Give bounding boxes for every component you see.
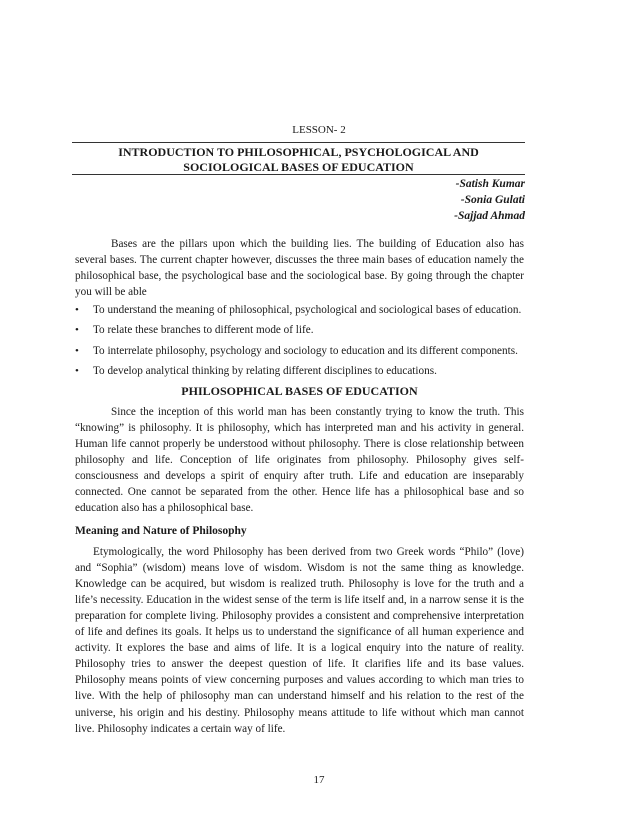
section-paragraph: Since the inception of this world man has been constantly trying to know the truth. This “knowing” is philosophy. It is philosophy, which has interpreted man and his activity in general. Human life cannot properly be understood without philosophy. There is close relationship between philosophy and life. Conception of life originates from philosophy. Philosophy gives self-consciousness and develops a spirit of enquiry after truth. Life and education are inseparably connected. One cannot be separated from the other. Hence life has a philosophical base and so education also has a philosophical base. xyxy=(75,405,524,515)
chapter-title-line-1: INTRODUCTION TO PHILOSOPHICAL, PSYCHOLOGICAL AND xyxy=(118,145,479,159)
lesson-label: LESSON- 2 xyxy=(292,124,346,136)
subsection-paragraph: Etymologically, the word Philosophy has been derived from two Greek words “Philo” (love) and “Sophia” (wisdom) means love of wisdom. Wisdom is not the same thing as knowledge. Knowledge can be acquired, but wisdom is realized truth. Philosophy is love for the truth and a life’s necessity. Education in the widest sense of the term is life itself and, in a narrow sense it is the preparation for complete living. Philosophy provides a consistent and comprehensive interpretation of life and defines its goals. It helps us to understand the significance of all human experience and activity. It explores the base and aims of life. It is a logical enquiry into the nature of reality. Philosophy tries to answer the deepest question of life. It clarifies life and its base values. Philosophy means points of view concerning purposes and values according to which man tries to live. With the help of philosophy man can understand himself and his relation to the rest of the universe, his origin and his destiny. Philosophy means attitude to life without which man cannot live. Philosophy indicates a certain way of life. xyxy=(75,545,524,735)
objective-text: To interrelate philosophy, psychology and sociology to education and its different components. xyxy=(93,344,518,357)
objectives-list xyxy=(75,302,524,378)
objective-item xyxy=(75,343,524,359)
objective-item xyxy=(75,363,524,379)
chapter-title-line-2: SOCIOLOGICAL BASES OF EDUCATION xyxy=(183,160,414,174)
bullet-icon: • xyxy=(75,364,79,377)
chapter-title xyxy=(72,145,525,175)
title-rule-top xyxy=(72,142,525,143)
title-rule-bottom xyxy=(72,174,525,175)
bullet-icon: • xyxy=(75,344,79,357)
author-list xyxy=(454,176,525,224)
objective-text: To relate these branches to different mode of life. xyxy=(93,324,314,337)
section-heading: PHILOSOPHICAL BASES OF EDUCATION xyxy=(181,383,418,398)
objective-text: To develop analytical thinking by relating different disciplines to educations. xyxy=(93,364,437,377)
subsection-heading: Meaning and Nature of Philosophy xyxy=(75,524,247,537)
author-2: -Sonia Gulati xyxy=(460,194,525,206)
bullet-icon: • xyxy=(75,324,79,337)
objective-text: To understand the meaning of philosophical, psychological and sociological bases of education. xyxy=(93,304,522,317)
bullet-icon: • xyxy=(75,304,79,317)
intro-paragraph: Bases are the pillars upon which the building lies. The building of Education also has several bases. The current chapter however, discusses the three main bases of education namely the philosophical base, the psychological base and the sociological base. By going through the chapter you will be able xyxy=(75,238,524,299)
author-1: -Satish Kumar xyxy=(455,178,525,190)
page-number: 17 xyxy=(313,774,325,786)
objective-item xyxy=(75,302,524,318)
document-body xyxy=(75,236,524,737)
objective-item xyxy=(75,322,524,338)
author-3: -Sajjad Ahmad xyxy=(454,210,525,222)
